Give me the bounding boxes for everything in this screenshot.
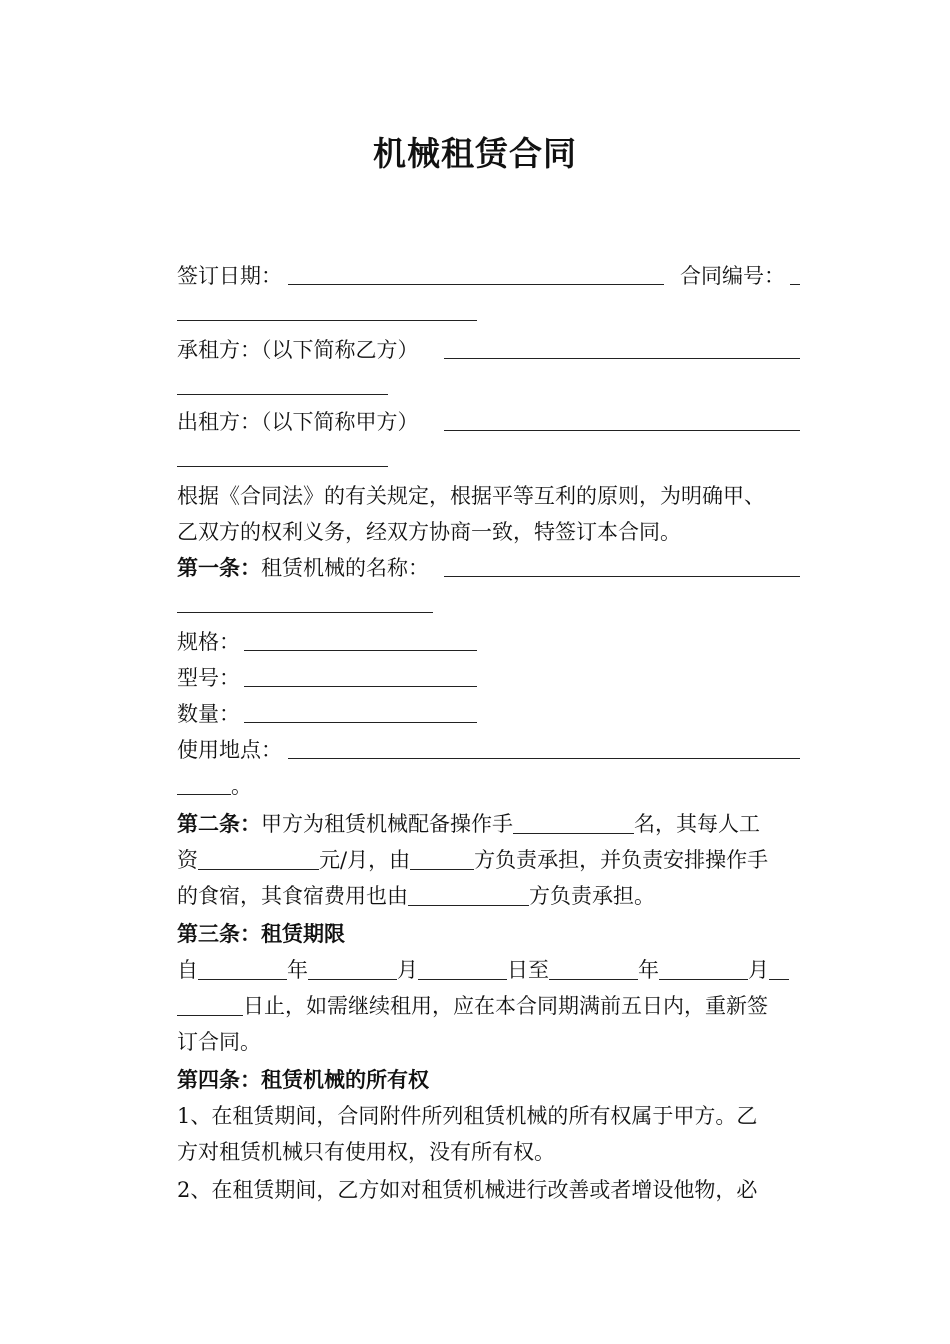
- article2-text-3: 资: [177, 848, 198, 872]
- contract-no-line: [680, 262, 785, 290]
- article2-heading: 第二条：: [177, 811, 261, 836]
- lessor-blank-b[interactable]: [177, 466, 388, 467]
- article4-p1-line-1: 1、在租赁期间，合同附件所列租赁机械的所有权属于甲方。乙: [177, 1104, 758, 1128]
- article3-text: 日止，如需继续租用，应在本合同期满前五日内，重新签: [243, 994, 768, 1018]
- article4-p2-line-1: 2、在租赁期间，乙方如对租赁机械进行改善或者增设他物，必: [177, 1178, 758, 1202]
- article2-text-6: 的食宿，其食宿费用也由: [177, 884, 408, 908]
- wage-blank[interactable]: [198, 849, 319, 870]
- location-label: 使用地点：: [177, 738, 282, 762]
- model-blank[interactable]: [244, 686, 477, 687]
- end-day-blank-a[interactable]: [769, 959, 789, 980]
- lessee-blank-b[interactable]: [177, 394, 388, 395]
- board-payer-blank[interactable]: [408, 885, 529, 906]
- article2-text-4: 元/月，由: [319, 848, 411, 872]
- contract-no-blank-a[interactable]: [790, 284, 800, 285]
- start-month-blank[interactable]: [308, 959, 397, 980]
- quantity-line: [177, 700, 240, 728]
- article1-heading: 第一条：: [177, 555, 261, 580]
- from-label: 自: [177, 958, 198, 982]
- sign-date-label: 签订日期：: [177, 264, 282, 288]
- year-label-2: 年: [638, 958, 659, 982]
- machine-name-blank-a[interactable]: [444, 576, 800, 577]
- month-label: 月: [397, 958, 418, 982]
- sign-date-blank[interactable]: [288, 284, 664, 285]
- location-line: [177, 736, 282, 764]
- article4-heading: 第四条：租赁机械的所有权: [177, 1067, 429, 1092]
- location-blank-a[interactable]: [288, 758, 800, 759]
- end-year-blank[interactable]: [549, 959, 638, 980]
- preamble-line-1: 根据《合同法》的有关规定，根据平等互利的原则，为明确甲、: [177, 484, 765, 508]
- end-month-blank[interactable]: [659, 959, 748, 980]
- article3-line-2: [177, 992, 768, 1020]
- document-title: 机械租赁合同: [373, 134, 577, 173]
- spec-line: [177, 628, 240, 656]
- article2-text-5: 方负责承担，并负责安排操作手: [474, 848, 769, 872]
- spec-blank[interactable]: [244, 650, 477, 651]
- article3-line-3: 订合同。: [177, 1030, 261, 1054]
- month-label-2: 月: [748, 958, 769, 982]
- spec-label: 规格：: [177, 630, 240, 654]
- article2-text-7: 方负责承担。: [529, 884, 655, 908]
- machine-name-blank-b[interactable]: [177, 612, 433, 613]
- lessor-line: [177, 408, 419, 436]
- model-line: [177, 664, 240, 692]
- contract-no-blank-b[interactable]: [177, 320, 477, 321]
- lessee-blank-a[interactable]: [444, 358, 800, 359]
- start-day-blank[interactable]: [418, 959, 507, 980]
- article4-p1-line-2: 方对租赁机械只有使用权，没有所有权。: [177, 1140, 555, 1164]
- article2-text-2: 名，其每人工: [634, 812, 760, 836]
- end-day-blank-b[interactable]: [177, 995, 243, 1016]
- location-period: 。: [231, 774, 252, 798]
- year-label: 年: [287, 958, 308, 982]
- article2-line-2: [177, 846, 768, 874]
- location-blank-b[interactable]: [177, 794, 231, 795]
- article3-line-1: [177, 956, 789, 984]
- lessee-line: [177, 336, 419, 364]
- contract-no-label: 合同编号：: [680, 264, 785, 288]
- model-label: 型号：: [177, 666, 240, 690]
- day-to-label: 日至: [507, 958, 549, 982]
- preamble-line-2: 乙双方的权利义务，经双方协商一致，特签订本合同。: [177, 520, 681, 544]
- article2-text-1: 甲方为租赁机械配备操作手: [261, 812, 513, 836]
- wage-payer-blank[interactable]: [410, 849, 474, 870]
- quantity-label: 数量：: [177, 702, 240, 726]
- quantity-blank[interactable]: [244, 722, 477, 723]
- machine-name-label: 租赁机械的名称：: [261, 556, 429, 580]
- article2-line-1: [177, 810, 760, 838]
- article3-heading: 第三条：租赁期限: [177, 921, 345, 946]
- lessor-label: 出租方：（以下简称甲方）: [177, 410, 419, 434]
- lessee-label: 承租方：（以下简称乙方）: [177, 338, 419, 362]
- operator-count-blank[interactable]: [513, 813, 634, 834]
- sign-date-line: [177, 262, 282, 290]
- lessor-blank-a[interactable]: [444, 430, 800, 431]
- article1-line: [177, 554, 429, 582]
- article2-line-3: [177, 882, 655, 910]
- start-year-blank[interactable]: [198, 959, 287, 980]
